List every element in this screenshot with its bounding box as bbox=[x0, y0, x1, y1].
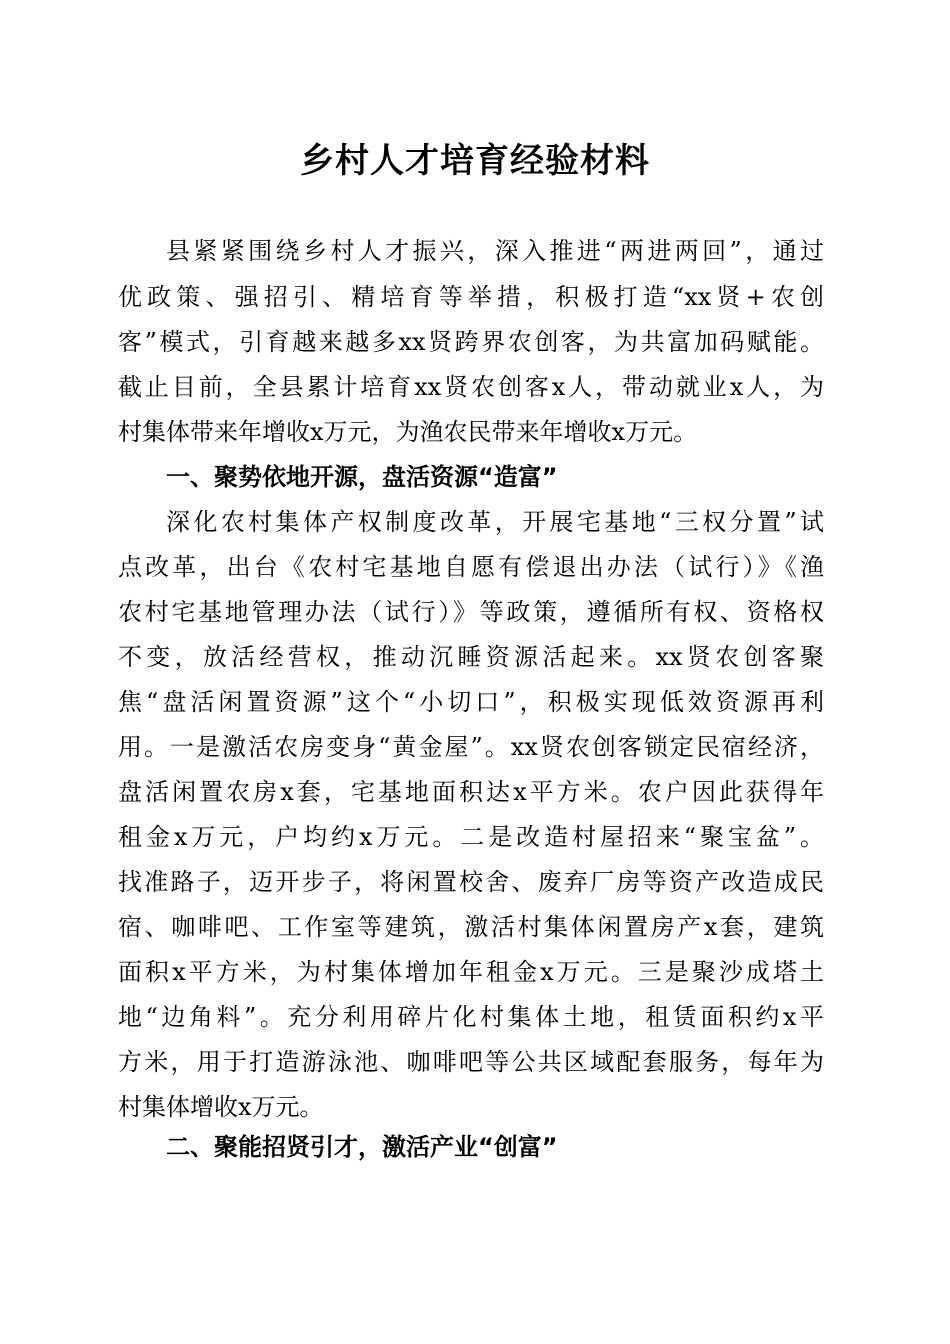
intro-line: 村集体带来年增收x万元，为渔农民带来年增收x万元。 bbox=[118, 418, 698, 446]
section-1-line: 租金x万元，户均约x万元。二是改造村屋招来“聚宝盆”。 bbox=[118, 823, 824, 851]
section-1-line: 点改革，出台《农村宅基地自愿有偿退出办法（试行）》《渔 bbox=[118, 553, 824, 581]
section-1-line: 方米，用于打造游泳池、咖啡吧等公共区域配套服务，每年为 bbox=[118, 1048, 824, 1076]
section-1-line: 找准路子，迈开步子，将闲置校舍、废弃厂房等资产改造成民 bbox=[118, 868, 824, 896]
section-2-heading: 二、聚能招贤引才，激活产业“创富” bbox=[166, 1133, 558, 1161]
section-1-line: 深化农村集体产权制度改革，开展宅基地“三权分置”试 bbox=[166, 508, 824, 536]
section-1-line: 盘活闲置农房x套，宅基地面积达x平方米。农户因此获得年 bbox=[118, 778, 824, 806]
section-1-line: 农村宅基地管理办法（试行）》等政策，遵循所有权、资格权 bbox=[118, 598, 824, 626]
section-1-line: 宿、咖啡吧、工作室等建筑，激活村集体闲置房产x套，建筑 bbox=[118, 913, 824, 941]
section-1-line: 地“边角料”。充分利用碎片化村集体土地，租赁面积约x平 bbox=[118, 1003, 824, 1031]
section-1-heading: 一、聚势依地开源，盘活资源“造富” bbox=[166, 463, 558, 491]
section-1-line: 村集体增收x万元。 bbox=[118, 1093, 324, 1121]
intro-line: 优政策、强招引、精培育等举措，积极打造“xx贤+农创 bbox=[118, 283, 824, 311]
section-1-line: 不变，放活经营权，推动沉睡资源活起来。xx贤农创客聚 bbox=[118, 643, 824, 671]
section-1-line: 用。一是激活农房变身“黄金屋”。xx贤农创客锁定民宿经济， bbox=[118, 733, 824, 761]
intro-line: 截止目前，全县累计培育xx贤农创客x人，带动就业x人，为 bbox=[118, 373, 824, 401]
intro-line: 客”模式，引育越来越多xx贤跨界农创客，为共富加码赋能。 bbox=[118, 328, 824, 356]
section-1-line: 面积x平方米，为村集体增加年租金x万元。三是聚沙成塔土 bbox=[118, 958, 824, 986]
document-title: 乡村人才培育经验材料 bbox=[300, 141, 650, 181]
intro-line: 县紧紧围绕乡村人才振兴，深入推进“两进两回”，通过 bbox=[166, 237, 824, 265]
section-1-line: 焦“盘活闲置资源”这个“小切口”，积极实现低效资源再利 bbox=[118, 688, 824, 716]
